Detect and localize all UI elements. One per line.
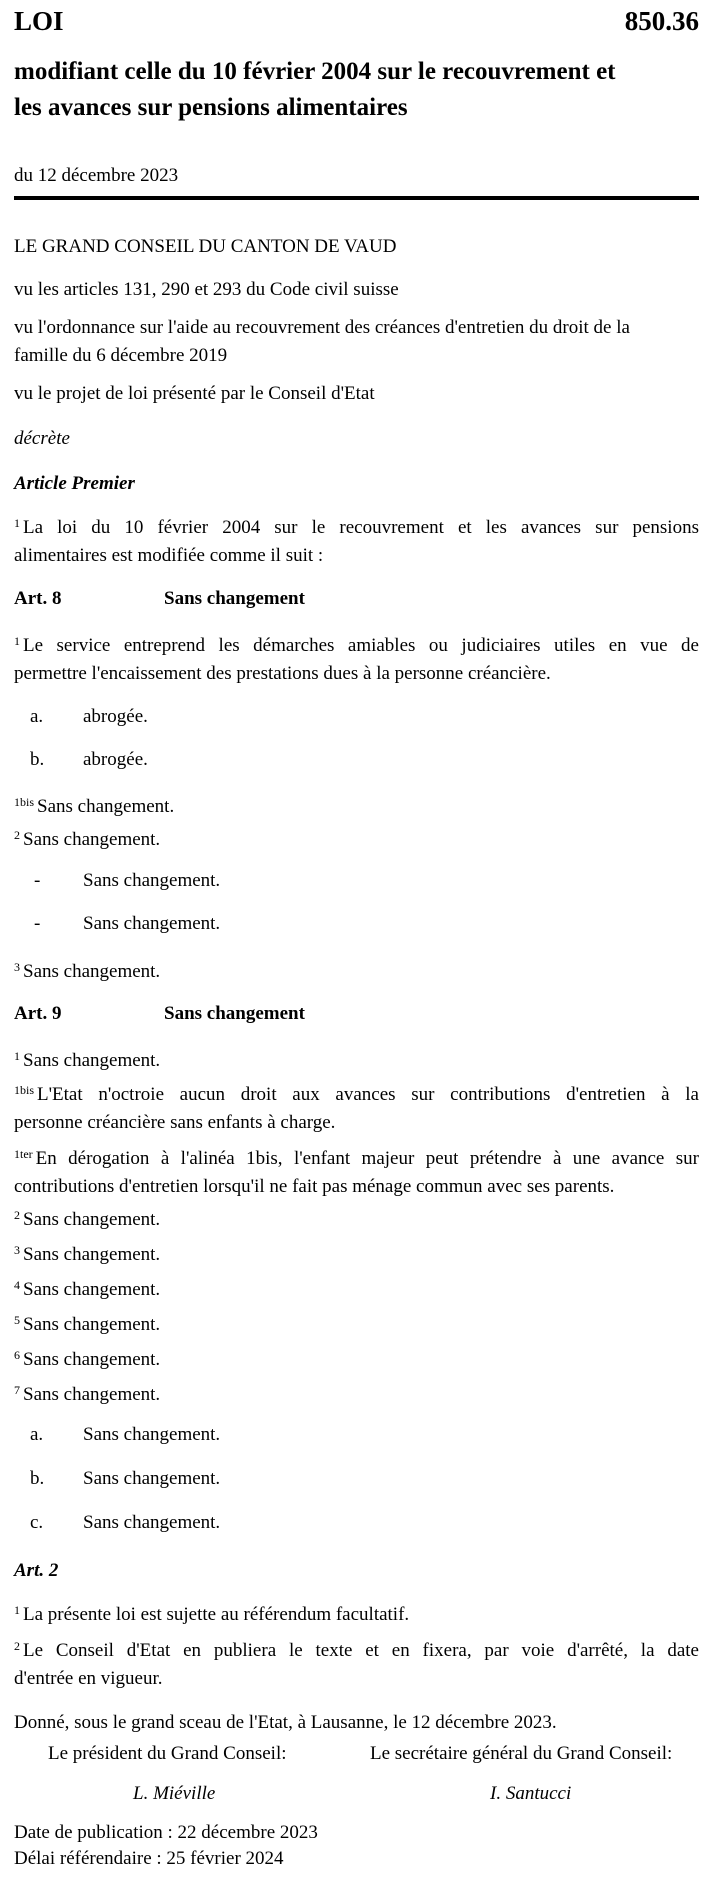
al2-line-2: d'entrée en vigueur. (14, 1668, 163, 1689)
alinea-number: 5 (14, 1313, 20, 1327)
alinea-text: Sans changement. (23, 1314, 161, 1335)
art8-number: Art. 8 (14, 588, 62, 609)
alinea-text: Sans changement. (23, 1050, 161, 1071)
art8-al1bis (0, 793, 713, 821)
list-item (0, 1424, 713, 1452)
alinea-number: 1bis (14, 795, 35, 809)
alinea-number: 2 (14, 828, 20, 842)
art9-al7 (0, 1381, 713, 1409)
alinea-number: 1 (14, 516, 20, 530)
alinea-text: Sans changement. (23, 1384, 161, 1405)
art8-title: Sans changement (164, 588, 305, 609)
list-text: Sans changement. (83, 1424, 221, 1445)
art2-heading: Art. 2 (14, 1560, 59, 1581)
list-marker: a. (30, 706, 44, 727)
art8-al2 (0, 826, 713, 854)
list-text: Sans changement. (83, 870, 221, 891)
list-item (0, 1512, 713, 1540)
alinea-number: 2 (14, 1639, 20, 1653)
al1ter-line-1: En dérogation à l'alinéa 1bis, l'enfant majeur peut prétendre à une avance sur (35, 1148, 699, 1169)
list-text: Sans changement. (83, 913, 221, 934)
list-text: Sans changement. (83, 1468, 221, 1489)
art8-al1 (0, 632, 713, 688)
list-item (0, 1468, 713, 1496)
art9-al4 (0, 1276, 713, 1304)
president-title: Le président du Grand Conseil: (48, 1743, 287, 1764)
given-statement: Donné, sous le grand sceau de l'Etat, à Lausanne, le 12 décembre 2023. (14, 1712, 557, 1733)
law-title (0, 54, 713, 126)
alinea-number: 1bis (14, 1083, 35, 1097)
art9-al1ter (0, 1145, 713, 1201)
al1-line-1: Le service entreprend les démarches amiables ou judiciaires utiles en vue de (23, 635, 699, 656)
art2-al2 (0, 1637, 713, 1693)
list-marker: - (34, 870, 41, 891)
alinea-number: 1 (14, 1049, 20, 1063)
president-name: L. Miéville (133, 1783, 216, 1804)
art2-al1 (0, 1601, 713, 1629)
list-text: Sans changement. (83, 1512, 221, 1533)
document-header (0, 6, 713, 40)
law-number: 850.36 (624, 6, 699, 36)
al1bis-line-2: personne créancière sans enfants à charge. (14, 1112, 336, 1133)
art9-title: Sans changement (164, 1003, 305, 1024)
alinea-number: 2 (14, 1208, 20, 1222)
art9-al1bis (0, 1081, 713, 1137)
vu-code-civil: vu les articles 131, 290 et 293 du Code civil suisse (14, 279, 399, 300)
list-marker: a. (30, 1424, 44, 1445)
alinea-text: Sans changement. (37, 796, 175, 817)
alinea-number: 3 (14, 960, 20, 974)
secretary-title: Le secrétaire général du Grand Conseil: (370, 1743, 673, 1764)
list-marker: b. (30, 1468, 45, 1489)
signature-names (0, 1783, 713, 1811)
art9-al6 (0, 1346, 713, 1374)
signature-titles (0, 1743, 713, 1771)
alinea-number: 7 (14, 1383, 20, 1397)
alinea-text: Sans changement. (23, 829, 161, 850)
article-premier-al1 (0, 514, 713, 570)
referendum-deadline: Délai référendaire : 25 février 2024 (14, 1848, 284, 1869)
alinea-text: La présente loi est sujette au référendum facultatif. (23, 1604, 410, 1625)
alinea-number: 1ter (14, 1147, 33, 1161)
law-date: du 12 décembre 2023 (14, 165, 179, 186)
list-marker: - (34, 913, 41, 934)
list-item (0, 706, 713, 734)
decrete: décrète (14, 428, 70, 449)
law-title-line-1: modifiant celle du 10 février 2004 sur le recouvrement et (14, 58, 616, 85)
vu-ordonnance-line-1: vu l'ordonnance sur l'aide au recouvrement des créances d'entretien du droit de la (14, 317, 630, 338)
list-marker: b. (30, 749, 45, 770)
header-divider (14, 196, 699, 200)
secretary-name: I. Santucci (490, 1783, 572, 1804)
list-text: abrogée. (83, 706, 148, 727)
alinea-text: Sans changement. (23, 1209, 161, 1230)
art8-al3 (0, 958, 713, 986)
al1-line-1: La loi du 10 février 2004 sur le recouvrement et les avances sur pensions (23, 517, 699, 538)
al1bis-line-1: L'Etat n'octroie aucun droit aux avances sur contributions d'entretien à la (37, 1084, 699, 1105)
art8-heading (0, 588, 713, 610)
art9-al5 (0, 1311, 713, 1339)
art9-al3 (0, 1241, 713, 1269)
al1ter-line-2: contributions d'entretien lorsqu'il ne fait pas ménage commun avec ses parents. (14, 1176, 615, 1197)
list-marker: c. (30, 1512, 44, 1533)
article-premier-heading: Article Premier (14, 473, 135, 494)
alinea-text: Sans changement. (23, 1349, 161, 1370)
alinea-text: Sans changement. (23, 1279, 161, 1300)
art9-number: Art. 9 (14, 1003, 62, 1024)
alinea-number: 1 (14, 634, 20, 648)
alinea-number: 3 (14, 1243, 20, 1257)
al2-line-1: Le Conseil d'Etat en publiera le texte et en fixera, par voie d'arrêté, la date (23, 1640, 699, 1661)
law-title-line-2: les avances sur pensions alimentaires (14, 94, 408, 121)
list-item (0, 749, 713, 777)
alinea-number: 1 (14, 1603, 20, 1617)
list-item (0, 870, 713, 898)
art9-al2 (0, 1206, 713, 1234)
vu-ordonnance (0, 314, 713, 370)
art9-heading (0, 1003, 713, 1025)
alinea-number: 4 (14, 1278, 20, 1292)
alinea-text: Sans changement. (23, 1244, 161, 1265)
authority: LE GRAND CONSEIL DU CANTON DE VAUD (14, 236, 397, 257)
publication-date: Date de publication : 22 décembre 2023 (14, 1822, 318, 1843)
vu-projet: vu le projet de loi présenté par le Conseil d'Etat (14, 383, 375, 404)
list-item (0, 913, 713, 941)
vu-ordonnance-line-2: famille du 6 décembre 2019 (14, 345, 228, 366)
law-type: LOI (14, 6, 64, 36)
al1-line-2: alimentaires est modifiée comme il suit : (14, 545, 324, 566)
list-text: abrogée. (83, 749, 148, 770)
al1-line-2: permettre l'encaissement des prestations dues à la personne créancière. (14, 663, 551, 684)
alinea-number: 6 (14, 1348, 20, 1362)
alinea-text: Sans changement. (23, 961, 161, 982)
art9-al1 (0, 1047, 713, 1075)
